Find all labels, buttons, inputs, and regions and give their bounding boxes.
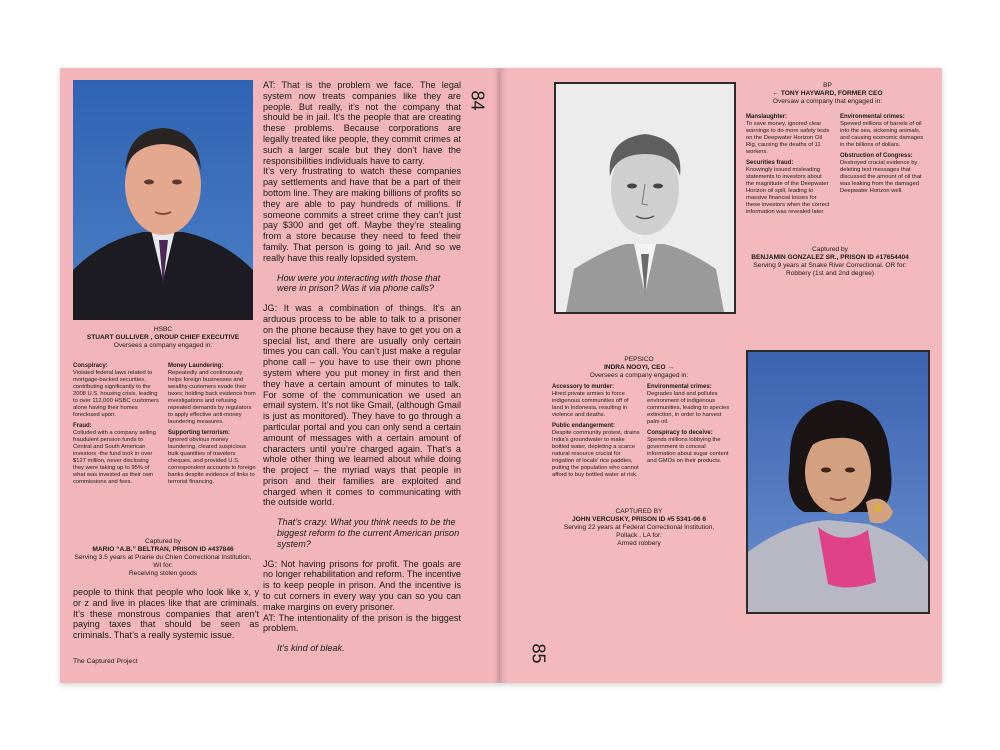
portrait-hayward-image	[554, 82, 736, 314]
body-paragraph: AT: The intentionality of the prison is the biggest problem.	[263, 612, 461, 634]
hayward-captured-block	[740, 246, 920, 278]
vercusky-name-label: JOHN VERCUSKY, PRISON ID #5 5341-06 6	[571, 516, 707, 523]
body-paragraph: AT: That is the problem we face. The legal system now treats companies like they are people. But really, it’s not the company that should be in jail. It’s the people that are creating these problems. Because corporations are legally treated like people, they commit crimes at such a larger scale but they don’t have the responsibilities individuals have to carry.	[263, 80, 461, 166]
body-paragraph: It’s very frustrating to watch these companies pay settlements and have that be a part of their bottom line. They are making billions of profits so they are able to pay hundreds of millions. If someone commits a street crime they can’t just pay $300 and get off. Maybe they’re stealing from a store because they need to feed their family. That person is going to jail. And so we really have this really lopsided system.	[263, 166, 461, 263]
captured-line: WI for:	[153, 562, 173, 569]
crime-title: Environmental crimes:	[840, 114, 905, 120]
crime-text: Spewed millions of barrels of oil into the sea, sickening animals, and causing economic damages in the billions of dollars.	[840, 121, 924, 148]
hayward-crimes-col2	[840, 114, 928, 199]
crime-text: Colluded with a company selling fraudulent pension funds to Central and South American investors -the fund took in over $127 million, never disclosing they were taking up to 95% of what was invested as their own commissions and fees.	[73, 430, 156, 485]
crime-text: Hired private armies to force indigenous communities off of land in Indonesia, resulting in violence and deaths.	[552, 391, 629, 418]
crime-title: Obstruction of Congress:	[840, 153, 913, 159]
captured-line: Pollack , LA for:	[616, 532, 662, 539]
interview-question: That’s crazy. What you think needs to be the biggest reform to the current American prison system?	[277, 517, 460, 549]
portrait-gulliver-image	[73, 80, 253, 320]
page-number-85: 85	[528, 643, 549, 664]
captured-line: Serving 3.5 years at Prairie du Chien Correctional Institution,	[74, 554, 252, 561]
bp-company-label: BP	[823, 82, 832, 89]
captured-line: Serving 22 years at Federal Correctional Institution,	[563, 524, 715, 531]
body-paragraph: JG: Not having prisons for profit. The goals are no longer rehabilitation and reform. The incentive is to keep people in prison. And the incentive is to cut corners in every way you can so you can make margins on every prisoner.	[263, 558, 461, 612]
crime-title: Money Laundering:	[168, 363, 224, 369]
captured-line: Robbery (1st and 2nd degree)	[786, 270, 874, 277]
crime-text: Destroyed crucial evidence by deleting text messages that discussed the amount of oil that was leaking from the damaged Deepwater Horizon well.	[840, 160, 922, 194]
left-bottom-paragraph: people to think that people who look like x, y or z and live in places like that are criminals. It’s these monstrous companies that aren’t paying taxes that should be seen as criminals. That’s a really systemic issue.	[73, 587, 259, 641]
nooyi-name-label: INDRA NOOYI, CEO →	[603, 364, 675, 371]
left-page	[60, 68, 500, 683]
captured-label: Captured by	[145, 538, 181, 545]
gonzalez-name-label: BENJAMIN GONZALEZ SR., PRISON ID #17654404	[751, 254, 909, 261]
crime-text: Despite community protest, drains India’s groundwater to make bottled water, depleting a scarce natural resource crucial for irrigation of locals’ rice paddies, putting the population who cannot afford to buy bottled water at risk.	[552, 430, 640, 478]
crime-title: Environmental crimes:	[647, 384, 712, 390]
gulliver-oversees-label: Oversees a company engaged in:	[113, 342, 213, 349]
crime-title: Manslaughter:	[746, 114, 788, 120]
crime-title: Conspiracy to deceive:	[647, 430, 713, 436]
crime-title: Fraud:	[73, 423, 92, 429]
beltran-name-label: MARIO “A.B.” BELTRAN, PRISON ID #437846	[92, 546, 234, 553]
nooyi-crimes-col1	[552, 384, 640, 483]
crime-title: Public endangerment:	[552, 423, 616, 429]
gulliver-crimes-col1	[73, 363, 161, 490]
nooyi-crimes-col2	[647, 384, 735, 469]
gulliver-crimes-col2	[168, 363, 256, 490]
body-paragraph: JG: It was a combination of things. It’s an arduous process to be able to talk to a prisoner on the phone because they have to get you on a special list, and there are usually only certain times you can call. You can’t just make a regular phone call – you have to use their own phone system where you put money in first and then they have a certain amount of minutes to talk. For some of the communication we used an email system. It’s not like Gmail, (although Gmail is just as monitored). They have to go through a particular portal and you can only send a certain amount of messages with a certain amount of characters until you’re charged again. That’s a whole other thing we learned about while doing the project – the myriad ways that people in prison and their families are exploited and charged when it comes to communicating with the outside world.	[263, 303, 461, 508]
hsbc-company-label: HSBC	[153, 326, 173, 333]
right-page	[500, 68, 942, 683]
crime-text: Repeatedly and continuously helps foreign businesses and wealthy customers evade their taxes; holding back evidence from investigations and refusing repeated demands by regulators to apply effective anti-money laundering measures.	[168, 370, 256, 425]
crime-text: To save money, ignored clear warnings to do more safety tests on the Deepwater Horizon Oil Rig, causing the deaths of 11 workers.	[746, 121, 830, 155]
crime-text: Knowingly issued misleading statements to investors about the magnitude of the Deepwater Horizon oil spill, leading to massive financial losses for these investors when the correct information was revealed later.	[746, 167, 830, 215]
gulliver-name-label: STUART GULLIVER , GROUP CHIEF EXECUTIVE	[86, 334, 240, 341]
left-text-column	[263, 80, 461, 654]
nooyi-captured-block	[544, 508, 734, 548]
pepsico-company-label: PEPSICO	[624, 356, 654, 363]
captured-label: CAPTURED BY	[615, 508, 663, 515]
crime-text: Violated federal laws related to mortgage-backed securities, contributing significantly to the 2008 U.S. housing crisis, leading to over 112,000 HSBC customers alone having their homes foreclosed upon.	[73, 370, 159, 418]
crime-text: Degrades land and pollutes environment of indigenous communities, leading to species extinction, in order to harvest palm oil.	[647, 391, 730, 425]
crime-text: Spends millions lobbying the government to conceal information about sugar content and GMOs on their products.	[647, 437, 729, 464]
crime-title: Securities fraud:	[746, 160, 794, 166]
portrait-nooyi-image	[746, 350, 930, 614]
crime-title: Supporting terrorism:	[168, 430, 231, 436]
captured-line: Serving 9 years at Snake River Correctional. OR for:	[753, 262, 907, 269]
hayward-crimes-col1	[746, 114, 830, 220]
crime-text: Ignored obvious money laundering, cleared suspicious bulk quantities of travelers cheques, and provided U.S. correspondent accounts to foreign banks despite evidence of links to terrorist financing.	[168, 437, 256, 485]
crime-title: Accessory to murder:	[552, 384, 615, 390]
footer-label: The Captured Project	[73, 658, 138, 665]
nooyi-oversees-label: Oversees a company engaged in:	[589, 372, 689, 379]
gulliver-captured-block	[73, 538, 253, 578]
hayward-oversees-label: Oversaw a company that engaged in:	[772, 98, 883, 105]
captured-line: Receiving stolen goods	[128, 570, 198, 577]
hayward-name-label: ← TONY HAYWARD, FORMER CEO	[772, 90, 883, 97]
captured-label: Captured by	[812, 246, 848, 253]
book-gutter	[494, 68, 508, 683]
interview-question: It’s kind of bleak.	[277, 643, 345, 654]
captured-line: Armed robbery	[617, 540, 661, 547]
interview-question: How were you interacting with those that were in prison? Was it via phone calls?	[277, 272, 441, 294]
page-number-84: 84	[467, 90, 488, 111]
crime-title: Conspiracy:	[73, 363, 108, 369]
